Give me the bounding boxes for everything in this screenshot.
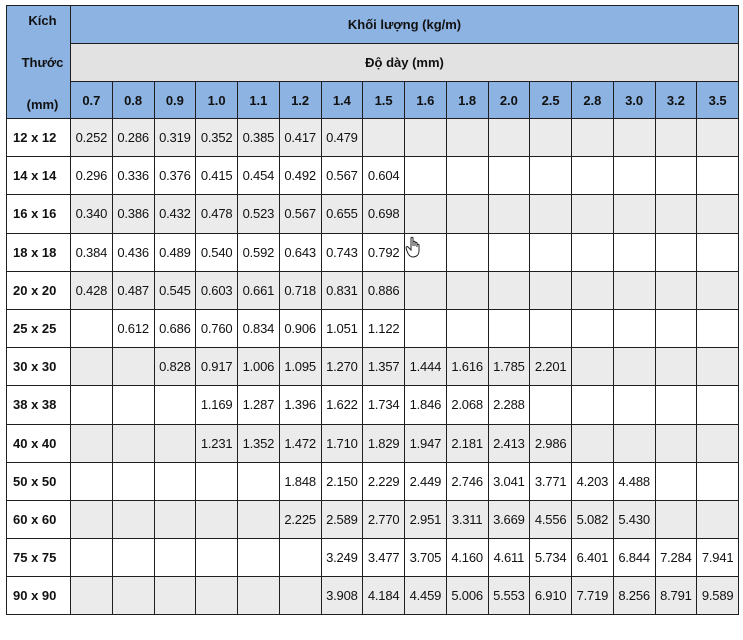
weight-cell [112,577,154,615]
weight-cell: 1.231 [196,424,238,462]
weight-cell [613,233,655,271]
weight-cell [655,309,697,347]
weight-cell: 1.287 [238,386,280,424]
weight-cell: 0.340 [71,195,113,233]
weight-cell [572,348,614,386]
thickness-header: Độ dày (mm) [71,44,739,82]
weight-cell: 1.444 [405,348,447,386]
weight-cell: 1.846 [405,386,447,424]
weight-cell [112,424,154,462]
weight-cell [488,157,530,195]
weight-cell: 1.352 [238,424,280,462]
weight-cell: 0.828 [154,348,196,386]
weight-cell: 1.947 [405,424,447,462]
weight-cell [405,233,447,271]
table-row [7,539,739,577]
weight-cell: 0.479 [321,119,363,157]
weight-cell: 1.122 [363,309,405,347]
weight-cell: 6.844 [613,539,655,577]
weight-cell [697,348,739,386]
size-cell: 16 x 16 [7,195,71,233]
table-header [7,6,739,119]
weight-cell [613,157,655,195]
weight-cell [655,157,697,195]
weight-cell: 0.643 [279,233,321,271]
weight-cell: 0.540 [196,233,238,271]
weight-cell: 0.567 [321,157,363,195]
weight-cell: 4.459 [405,577,447,615]
weight-cell [154,539,196,577]
thickness-column-header: 1.0 [196,82,238,119]
weight-cell: 7.719 [572,577,614,615]
weight-cell [530,119,572,157]
weight-cell: 2.201 [530,348,572,386]
weight-cell: 6.910 [530,577,572,615]
weight-cell [405,309,447,347]
weight-cell [572,271,614,309]
weight-cell: 1.006 [238,348,280,386]
weight-cell: 0.917 [196,348,238,386]
weight-cell [530,309,572,347]
weight-cell: 0.718 [279,271,321,309]
weight-cell [405,157,447,195]
weight-cell: 5.082 [572,500,614,538]
table-row [7,577,739,615]
weight-cell [655,119,697,157]
weight-cell: 8.256 [613,577,655,615]
weight-cell [572,119,614,157]
table-title: Khối lượng (kg/m) [71,6,739,44]
weight-cell: 1.095 [279,348,321,386]
weight-cell: 0.686 [154,309,196,347]
weight-cell: 0.612 [112,309,154,347]
weight-cell [71,500,113,538]
weight-cell: 0.436 [112,233,154,271]
weight-cell: 0.831 [321,271,363,309]
thickness-column-header: 3.0 [613,82,655,119]
thickness-column-header: 0.9 [154,82,196,119]
weight-cell [405,119,447,157]
thickness-column-header: 1.4 [321,82,363,119]
weight-cell [613,309,655,347]
size-column-header [7,6,71,119]
weight-cell: 3.771 [530,462,572,500]
weight-cell [530,157,572,195]
thickness-column-header: 1.2 [279,82,321,119]
size-cell: 60 x 60 [7,500,71,538]
weight-cell: 6.401 [572,539,614,577]
weight-cell: 4.203 [572,462,614,500]
weight-cell: 0.492 [279,157,321,195]
weight-cell [446,233,488,271]
size-cell: 30 x 30 [7,348,71,386]
weight-cell: 2.449 [405,462,447,500]
table-row [7,500,739,538]
weight-cell: 2.288 [488,386,530,424]
weight-cell [488,309,530,347]
weight-cell: 0.428 [71,271,113,309]
weight-cell: 2.589 [321,500,363,538]
weight-cell: 0.661 [238,271,280,309]
table-row [7,348,739,386]
weight-cell: 3.908 [321,577,363,615]
weight-cell: 2.986 [530,424,572,462]
table-row [7,386,739,424]
weight-cell [196,577,238,615]
thickness-column-header: 1.6 [405,82,447,119]
weight-cell: 0.296 [71,157,113,195]
weight-cell [71,462,113,500]
weight-cell: 0.385 [238,119,280,157]
weight-cell [363,119,405,157]
weight-cell: 7.941 [697,539,739,577]
weight-cell: 0.487 [112,271,154,309]
table-row [7,271,739,309]
size-cell: 75 x 75 [7,539,71,577]
weight-cell: 2.068 [446,386,488,424]
thickness-column-header: 0.7 [71,82,113,119]
weight-cell: 1.710 [321,424,363,462]
weight-cell: 0.415 [196,157,238,195]
weight-cell: 0.478 [196,195,238,233]
weight-cell: 1.051 [321,309,363,347]
weight-cell [446,157,488,195]
weight-cell [572,233,614,271]
weight-cell: 3.311 [446,500,488,538]
weight-cell: 1.734 [363,386,405,424]
thickness-column-header: 2.0 [488,82,530,119]
weight-cell: 2.746 [446,462,488,500]
size-cell: 14 x 14 [7,157,71,195]
weight-cell [71,539,113,577]
thickness-column-header: 2.8 [572,82,614,119]
weight-cell: 1.357 [363,348,405,386]
weight-cell [697,386,739,424]
weight-cell [530,195,572,233]
size-cell: 25 x 25 [7,309,71,347]
weight-cell: 0.545 [154,271,196,309]
weight-cell [572,309,614,347]
size-header-line-3: (mm) [26,97,59,112]
weight-cell [446,195,488,233]
table-row [7,157,739,195]
weight-cell [112,348,154,386]
weight-cell [446,119,488,157]
weight-cell [446,271,488,309]
table-body [7,119,739,615]
weight-cell: 4.488 [613,462,655,500]
weight-cell: 0.567 [279,195,321,233]
weight-cell [697,271,739,309]
weight-cell: 1.785 [488,348,530,386]
weight-cell: 5.734 [530,539,572,577]
weight-cell [112,539,154,577]
weight-cell: 0.384 [71,233,113,271]
weight-cell: 0.352 [196,119,238,157]
weight-cell [279,577,321,615]
weight-cell: 1.270 [321,348,363,386]
table-row [7,119,739,157]
weight-cell: 0.760 [196,309,238,347]
size-cell: 38 x 38 [7,386,71,424]
size-cell: 50 x 50 [7,462,71,500]
weight-cell: 5.006 [446,577,488,615]
weight-cell: 1.472 [279,424,321,462]
weight-cell [405,271,447,309]
weight-cell: 1.622 [321,386,363,424]
weight-cell [112,386,154,424]
size-cell: 90 x 90 [7,577,71,615]
weight-cell: 2.181 [446,424,488,462]
thickness-column-header: 2.5 [530,82,572,119]
weight-cell [71,386,113,424]
weight-cell [196,500,238,538]
weight-cell [279,539,321,577]
weight-cell: 0.834 [238,309,280,347]
weight-cell: 1.848 [279,462,321,500]
weight-cell [154,500,196,538]
weight-cell: 0.454 [238,157,280,195]
weight-cell: 0.523 [238,195,280,233]
weight-cell: 2.225 [279,500,321,538]
weight-cell [572,157,614,195]
weight-cell [154,577,196,615]
weight-cell [405,195,447,233]
weight-cell [112,462,154,500]
weight-cell [697,119,739,157]
weight-cell [71,309,113,347]
weight-cell [697,500,739,538]
weight-cell: 3.477 [363,539,405,577]
weight-cell: 7.284 [655,539,697,577]
weight-cell: 4.611 [488,539,530,577]
weight-cell [572,424,614,462]
weight-cell [697,462,739,500]
weight-cell: 0.417 [279,119,321,157]
weight-cell: 0.792 [363,233,405,271]
weight-cell: 0.906 [279,309,321,347]
weight-cell: 1.829 [363,424,405,462]
weight-cell [613,424,655,462]
weight-cell [196,462,238,500]
weight-cell: 2.229 [363,462,405,500]
weight-cell: 0.655 [321,195,363,233]
weight-cell: 9.589 [697,577,739,615]
weight-cell: 5.553 [488,577,530,615]
weight-cell [613,348,655,386]
weight-cell [446,309,488,347]
weight-cell: 2.150 [321,462,363,500]
weight-cell [238,500,280,538]
table-row [7,195,739,233]
weight-cell: 3.705 [405,539,447,577]
weight-cell: 0.376 [154,157,196,195]
weight-cell: 0.386 [112,195,154,233]
weight-cell [697,195,739,233]
weight-cell [613,195,655,233]
weight-cell [655,386,697,424]
weight-cell [613,386,655,424]
weight-cell [697,157,739,195]
weight-cell: 3.669 [488,500,530,538]
weight-cell [71,348,113,386]
weight-cell: 0.336 [112,157,154,195]
size-header-line-2: Thước [21,55,64,70]
weight-cell [112,500,154,538]
weight-cell: 0.286 [112,119,154,157]
weight-cell [655,195,697,233]
weight-cell [655,500,697,538]
weight-cell: 4.556 [530,500,572,538]
weight-cell [697,309,739,347]
weight-cell: 0.592 [238,233,280,271]
weight-cell [71,424,113,462]
weight-cell: 3.249 [321,539,363,577]
weight-cell [655,348,697,386]
weight-cell: 3.041 [488,462,530,500]
weight-cell [655,424,697,462]
weight-cell: 0.698 [363,195,405,233]
weight-cell [238,539,280,577]
weight-cell [530,233,572,271]
weight-cell [154,462,196,500]
weight-cell [572,195,614,233]
table-row [7,233,739,271]
weight-cell [154,424,196,462]
weight-cell [613,119,655,157]
thickness-column-header: 3.5 [697,82,739,119]
weight-cell [488,233,530,271]
weight-cell [572,386,614,424]
size-cell: 12 x 12 [7,119,71,157]
weight-cell: 1.616 [446,348,488,386]
weight-cell: 4.184 [363,577,405,615]
weight-cell [196,539,238,577]
weight-cell: 2.413 [488,424,530,462]
thickness-column-header: 1.1 [238,82,280,119]
weight-cell: 0.252 [71,119,113,157]
weight-cell: 0.603 [196,271,238,309]
weight-cell [530,386,572,424]
thickness-column-header: 1.5 [363,82,405,119]
thickness-column-header: 0.8 [112,82,154,119]
weight-cell: 0.319 [154,119,196,157]
weight-cell [697,424,739,462]
table-row [7,462,739,500]
weight-cell [488,195,530,233]
weight-cell: 1.169 [196,386,238,424]
table-row [7,424,739,462]
weight-cell: 1.396 [279,386,321,424]
weight-cell: 0.743 [321,233,363,271]
size-cell: 20 x 20 [7,271,71,309]
weight-cell: 5.430 [613,500,655,538]
weight-table [6,5,739,615]
weight-cell [655,233,697,271]
weight-cell: 4.160 [446,539,488,577]
weight-cell [71,577,113,615]
weight-cell [613,271,655,309]
thickness-column-header: 3.2 [655,82,697,119]
table-row [7,309,739,347]
weight-cell: 8.791 [655,577,697,615]
weight-cell [488,271,530,309]
size-cell: 40 x 40 [7,424,71,462]
weight-cell [655,462,697,500]
weight-cell [488,119,530,157]
weight-cell: 0.886 [363,271,405,309]
weight-cell: 2.951 [405,500,447,538]
weight-cell [238,462,280,500]
weight-cell [655,271,697,309]
weight-cell: 0.604 [363,157,405,195]
weight-cell: 0.489 [154,233,196,271]
weight-cell: 2.770 [363,500,405,538]
weight-cell [154,386,196,424]
weight-cell [697,233,739,271]
thickness-column-header: 1.8 [446,82,488,119]
weight-cell: 0.432 [154,195,196,233]
size-header-line-1: Kích [28,13,57,28]
size-cell: 18 x 18 [7,233,71,271]
weight-cell [238,577,280,615]
weight-cell [530,271,572,309]
